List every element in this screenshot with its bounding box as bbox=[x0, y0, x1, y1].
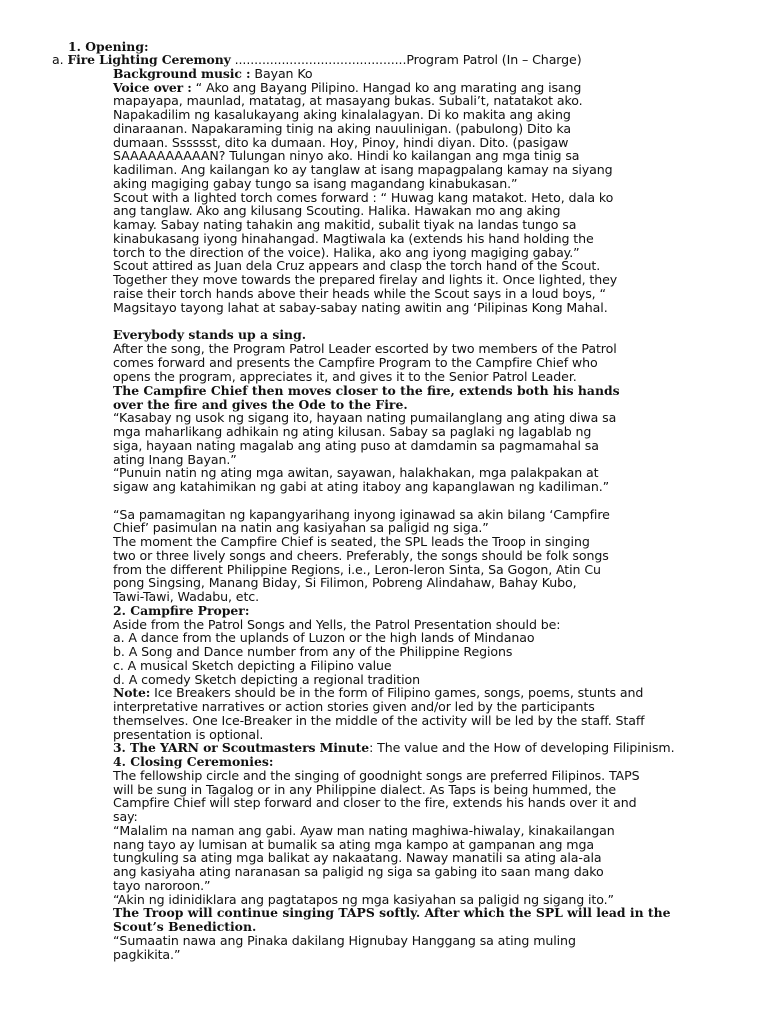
voice-over-line: raise their torch hands above their heads while the Scout says in a loud boys, “ bbox=[113, 286, 606, 301]
ode-line: “Kasabay ng usok ng sigang ito, hayaan nating pumailanglang ang ating diwa sa bbox=[113, 410, 617, 425]
program-patrol-role: Program Patrol (In – Charge) bbox=[406, 52, 582, 67]
fire-lighting-line bbox=[52, 53, 582, 67]
dot-leader: ............................................ bbox=[230, 52, 407, 67]
closing-speech-line: tayo naroroon.” bbox=[113, 878, 211, 893]
power-line: Tawi-Tawi, Wadabu, etc. bbox=[113, 589, 260, 604]
chief-moves-line: over the fire and gives the Ode to the Fire. bbox=[113, 397, 408, 412]
power-line: from the different Philippine Regions, i.e., Leron-leron Sinta, Sa Gogon, Atin Cu bbox=[113, 562, 601, 577]
voice-over-line: Scout with a lighted torch comes forward : “ Huwag kang matakot. Heto, dala ko bbox=[113, 190, 614, 205]
item-a-prefix: a. bbox=[52, 52, 68, 67]
voice-over-line: Scout attired as Juan dela Cruz appears and clasp the torch hand of the Scout. bbox=[113, 258, 601, 273]
voice-over-line: Magsitayo tayong lahat at sabay-sabay nating awitin ang ‘Pilipinas Kong Mahal. bbox=[113, 300, 608, 315]
note-text: Ice Breakers should be in the form of Filipino games, songs, poems, stunts and bbox=[150, 685, 644, 700]
closing-speech-line: “Akin ng idinidiklara ang pagtatapos ng mga kasiyahan sa paligid ng sigang ito.” bbox=[113, 892, 614, 907]
closing-speech-line: ang kasiyaha ating naranasan sa paligid ng siga sa gabing ito saan mang dako bbox=[113, 864, 604, 879]
voice-over-line: dumaan. Sssssst, dito ka dumaan. Hoy, Pinoy, hindi diyan. Dito. (pasigaw bbox=[113, 135, 569, 150]
ode-line: mga maharlikang adhikain ng ating kilusan. Sabay sa paglaki ng lagablab ng bbox=[113, 424, 592, 439]
closing-speech-line: “Malalim na naman ang gabi. Ayaw man nating maghiwa-hiwalay, kinakailangan bbox=[113, 823, 615, 838]
voice-over-line: Napakadilim ng kasalukayang aking kinalalagyan. Di ko makita ang aking bbox=[113, 107, 571, 122]
voice-over-line: dinaraanan. Napakaraming tinig na aking nauulinigan. (pabulong) Dito ka bbox=[113, 121, 571, 136]
closing-speech-line: tungkuling sa ating mga balikat ay nakaatang. Naway manatili sa ating ala-ala bbox=[113, 850, 602, 865]
ode-line: ating Inang Bayan.” bbox=[113, 452, 237, 467]
voice-over-line: SAAAAAAAAAAN? Tulungan ninyo ako. Hindi ko kailangan ang mga tinig sa bbox=[113, 148, 580, 163]
troop-line: The Troop will continue singing TAPS softly. After which the SPL will lead in the bbox=[113, 905, 671, 920]
stands-up-line: Everybody stands up a sing. bbox=[113, 327, 307, 342]
ode-line: siga, hayaan nating magalab ang ating puso at damdamin sa pagmamahal sa bbox=[113, 438, 599, 453]
opening-heading: 1. Opening: bbox=[68, 39, 149, 54]
power-line: two or three lively songs and cheers. Preferably, the songs should be folk songs bbox=[113, 548, 609, 563]
closing-intro-line: Campfire Chief will step forward and closer to the fire, extends his hands over it and bbox=[113, 795, 637, 810]
final-line: pagkikita.” bbox=[113, 947, 181, 962]
note-line: presentation is optional. bbox=[113, 727, 264, 742]
campfire-proper-intro: Aside from the Patrol Songs and Yells, the Patrol Presentation should be: bbox=[113, 617, 561, 632]
voice-over-line: mapayapa, maunlad, matatag, at masayang bukas. Subali’t, natatakot ako. bbox=[113, 93, 583, 108]
presentation-item: b. A Song and Dance number from any of the Philippine Regions bbox=[113, 644, 513, 659]
after-song-line: opens the program, appreciates it, and gives it to the Senior Patrol Leader. bbox=[113, 369, 577, 384]
after-song-line: comes forward and presents the Campfire Program to the Campfire Chief who bbox=[113, 355, 598, 370]
power-line: pong Singsing, Manang Biday, Si Filimon, Pobreng Alindahaw, Bahay Kubo, bbox=[113, 575, 577, 590]
closing-intro-line: will be sung in Tagalog or in any Philippine dialect. As Taps is being hummed, the bbox=[113, 782, 616, 797]
chief-moves-line: The Campfire Chief then moves closer to the fire, extends both his hands bbox=[113, 383, 620, 398]
voice-over-line: Together they move towards the prepared firelay and lights it. Once lighted, they bbox=[113, 272, 618, 287]
note-line: themselves. One Ice-Breaker in the middle of the activity will be led by the staff. Staff bbox=[113, 713, 645, 728]
voice-over-line: aking magiging gabay tungo sa isang magandang kinabukasan.” bbox=[113, 176, 518, 191]
note-label: Note: bbox=[113, 685, 151, 700]
final-line: “Sumaatin nawa ang Pinaka dakilang Hignubay Hanggang sa ating muling bbox=[113, 933, 576, 948]
closing-intro-line: say: bbox=[113, 809, 138, 824]
bg-music-label: Background music : bbox=[113, 66, 251, 81]
voice-over-line: kinabukasang iyong hinahangad. Magtiwala ka (extends his hand holding the bbox=[113, 231, 594, 246]
presentation-item: c. A musical Sketch depicting a Filipino value bbox=[113, 658, 392, 673]
ode-line: sigaw ang katahimikan ng gabi at ating itaboy ang kapanglawan ng kadiliman.” bbox=[113, 479, 610, 494]
yarn-line bbox=[113, 741, 674, 755]
campfire-proper-heading: 2. Campfire Proper: bbox=[113, 603, 250, 618]
power-line: “Sa pamamagitan ng kapangyarihang inyong iginawad sa akin bilang ‘Campfire bbox=[113, 507, 610, 522]
closing-speech-line: nang tayo ay lumisan at bumalik sa ating mga kampo at gampanan ang mga bbox=[113, 837, 594, 852]
fire-lighting-title: Fire Lighting Ceremony bbox=[67, 52, 231, 67]
voice-over-line: kamay. Sabay nating tahakin ang makitid, subalit tiyak na landas tungo sa bbox=[113, 217, 577, 232]
background-music-line bbox=[113, 67, 312, 81]
after-song-line: After the song, the Program Patrol Leader escorted by two members of the Patrol bbox=[113, 341, 617, 356]
presentation-item: a. A dance from the uplands of Luzon or the high lands of Mindanao bbox=[113, 630, 535, 645]
yarn-heading: 3. The YARN or Scoutmasters Minute bbox=[113, 740, 370, 755]
note-line-0 bbox=[113, 686, 643, 700]
yarn-text: : The value and the How of developing Filipinism. bbox=[369, 740, 675, 755]
voice-over-text: “ Ako ang Bayang Pilipino. Hangad ko ang marating ang isang bbox=[191, 80, 582, 95]
closing-intro-line: The fellowship circle and the singing of goodnight songs are preferred Filipinos. TAPS bbox=[113, 768, 640, 783]
closing-heading: 4. Closing Ceremonies: bbox=[113, 754, 274, 769]
ode-line: “Punuin natin ng ating mga awitan, sayawan, halakhakan, mga palakpakan at bbox=[113, 465, 599, 480]
voice-over-line: ang tanglaw. Ako ang kilusang Scouting. Halika. Hawakan mo ang aking bbox=[113, 203, 561, 218]
voice-over-line: torch to the direction of the voice). Halika, ako ang iyong magiging gabay.” bbox=[113, 245, 580, 260]
troop-line: Scout’s Benediction. bbox=[113, 919, 257, 934]
note-line: interpretative narratives or action stories given and/or led by the participants bbox=[113, 699, 595, 714]
power-line: Chief’ pasimulan na natin ang kasiyahan sa paligid ng siga.” bbox=[113, 520, 489, 535]
voice-over-line: kadiliman. Ang kailangan ko ay tanglaw at isang mapagpalang kamay na siyang bbox=[113, 162, 613, 177]
bg-music-value: Bayan Ko bbox=[250, 66, 313, 81]
power-line: The moment the Campfire Chief is seated, the SPL leads the Troop in singing bbox=[113, 534, 590, 549]
presentation-item: d. A comedy Sketch depicting a regional tradition bbox=[113, 672, 421, 687]
voice-over-label: Voice over : bbox=[113, 80, 192, 95]
